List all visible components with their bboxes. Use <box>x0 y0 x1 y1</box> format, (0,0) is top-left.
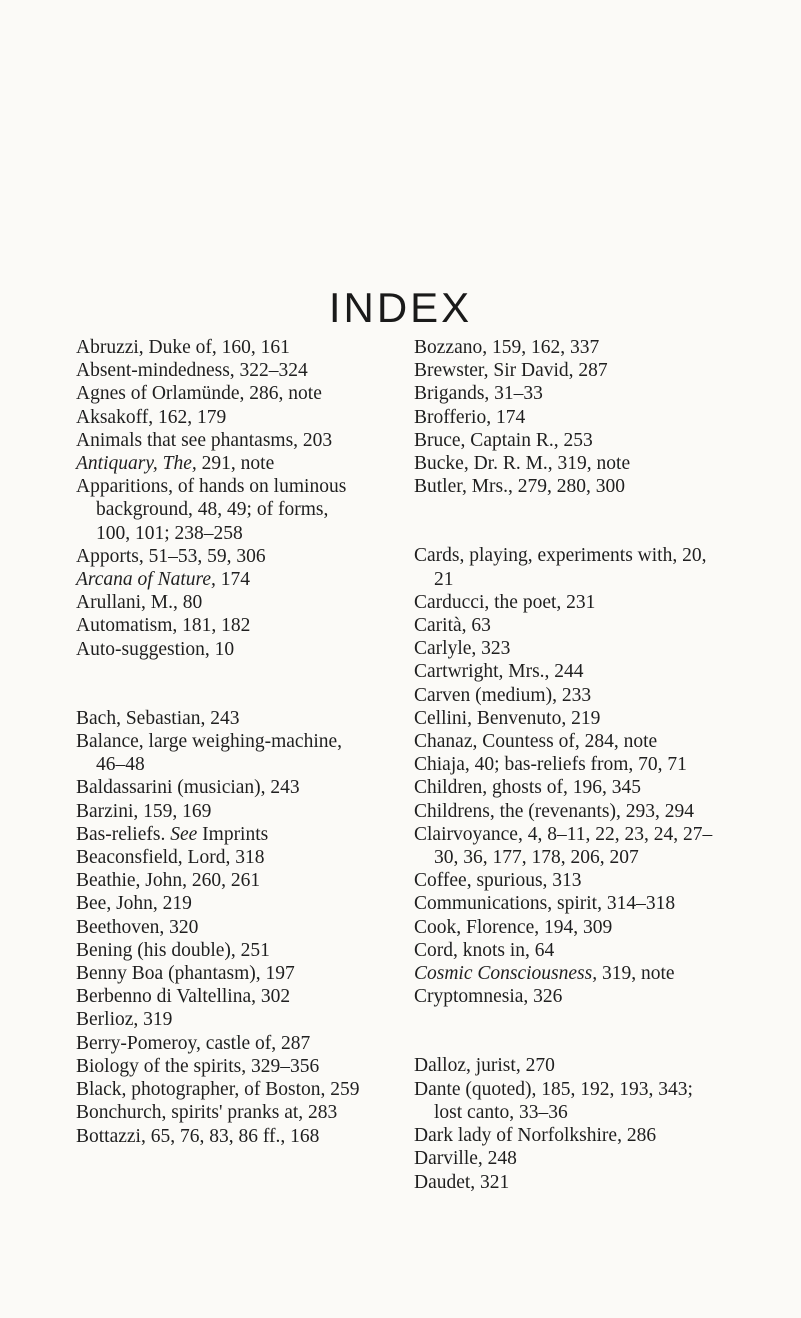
index-entry-title: Cosmic Consciousness, <box>414 963 598 985</box>
index-entry: Automatism, 181, 182 <box>76 615 251 637</box>
index-entry: Beaconsfield, Lord, 318 <box>76 847 265 869</box>
index-entry: Dalloz, jurist, 270 <box>414 1055 555 1077</box>
index-column-left <box>76 336 366 1148</box>
letter-group-gap <box>414 498 714 544</box>
index-entry <box>76 568 366 591</box>
index-entry: Children, ghosts of, 196, 345 <box>414 777 641 799</box>
index-entry <box>76 452 366 475</box>
index-entry: Bee, John, 219 <box>76 893 192 915</box>
index-column-right <box>414 336 714 1194</box>
index-entry: Carità, 63 <box>414 615 491 637</box>
index-entry: Communications, spirit, 314–318 <box>414 893 676 915</box>
index-entry-title: Arcana of Nature, <box>76 569 216 591</box>
index-entry: Arullani, M., 80 <box>76 592 203 614</box>
index-entry-title: Antiquary, The, <box>76 453 197 475</box>
index-entry: Black, photographer, of Boston, 259 <box>76 1079 360 1101</box>
index-entry: Chiaja, 40; bas-reliefs from, 70, 71 <box>414 754 687 776</box>
index-entry: Benny Boa (phantasm), 197 <box>76 963 295 985</box>
index-entry: Absent-mindedness, 322–324 <box>76 360 308 382</box>
index-entry: Cartwright, Mrs., 244 <box>414 661 584 683</box>
index-entry: Agnes of Orlamünde, 286, note <box>76 383 322 405</box>
index-entry: Aksakoff, 162, 179 <box>76 406 227 428</box>
index-entry: Coffee, spurious, 313 <box>414 870 582 892</box>
index-entry: Barzini, 159, 169 <box>76 800 212 822</box>
index-entry-pages: 174 <box>215 569 251 591</box>
index-entry: Brewster, Sir David, 287 <box>414 360 608 382</box>
index-entry: Bruce, Captain R., 253 <box>414 429 593 451</box>
index-entry: Bozzano, 159, 162, 337 <box>414 337 600 358</box>
index-entry: Carducci, the poet, 231 <box>414 591 596 613</box>
letter-group-gap <box>76 661 366 707</box>
index-entry: Berry-Pomeroy, castle of, 287 <box>76 1032 311 1054</box>
index-entry: Bas-reliefs. See Imprints <box>76 823 269 845</box>
index-entry: Childrens, the (revenants), 293, 294 <box>414 800 694 822</box>
index-entry: Animals that see phantasms, 203 <box>76 429 333 451</box>
index-entry: Berbenno di Valtellina, 302 <box>76 986 291 1008</box>
index-entry: Beathie, John, 260, 261 <box>76 870 261 892</box>
index-entry: Apports, 51–53, 59, 306 <box>76 545 266 567</box>
index-entry: Dante (quoted), 185, 192, 193, 343; lost canto, 33–36 <box>414 1078 693 1123</box>
index-entry: Berlioz, 319 <box>76 1009 173 1031</box>
index-entry: Cord, knots in, 64 <box>414 939 555 961</box>
index-entry: Carven (medium), 233 <box>414 684 592 706</box>
index-entry: Cryptomnesia, 326 <box>414 986 563 1008</box>
index-entry: Bonchurch, spirits' pranks at, 283 <box>76 1102 338 1124</box>
index-entry: Daudet, 321 <box>414 1171 510 1193</box>
index-entry: Brigands, 31–33 <box>414 383 543 405</box>
index-entry: Bottazzi, 65, 76, 83, 86 ff., 168 <box>76 1125 320 1147</box>
index-entry: Baldassarini (musician), 243 <box>76 777 300 799</box>
index-entry: Darville, 248 <box>414 1148 517 1170</box>
letter-group-gap <box>414 1008 714 1054</box>
index-entry: Beethoven, 320 <box>76 916 199 938</box>
index-entry: Biology of the spirits, 329–356 <box>76 1055 320 1077</box>
index-entry: Brofferio, 174 <box>414 406 526 428</box>
index-entry: Cook, Florence, 194, 309 <box>414 916 613 938</box>
page-title: INDEX <box>328 284 473 331</box>
index-entry: Dark lady of Norfolkshire, 286 <box>414 1125 657 1147</box>
index-entry: Clairvoyance, 4, 8–11, 22, 23, 24, 27–30, 36, 177, 178, 206, 207 <box>414 823 713 869</box>
index-entry <box>414 962 714 985</box>
index-entry: Bening (his double), 251 <box>76 939 270 961</box>
index-entry: Bucke, Dr. R. M., 319, note <box>414 453 631 475</box>
index-entry: Balance, large weighing-machine, 46–48 <box>76 731 343 776</box>
index-entry: Apparitions, of hands on luminous background, 48, 49; of forms, 100, 101; 238–258 <box>76 476 347 544</box>
index-entry: Cellini, Benvenuto, 219 <box>414 707 601 729</box>
index-entry-pages: 319, note <box>597 963 675 985</box>
index-entry: Butler, Mrs., 279, 280, 300 <box>414 476 626 498</box>
index-entry: Bach, Sebastian, 243 <box>76 707 240 729</box>
index-entry: Auto-suggestion, 10 <box>76 638 235 660</box>
index-entry: Abruzzi, Duke of, 160, 161 <box>76 337 290 358</box>
index-entry: Cards, playing, experiments with, 20, 21 <box>414 545 707 590</box>
index-entry: Chanaz, Countess of, 284, note <box>414 731 658 753</box>
index-entry: Carlyle, 323 <box>414 638 511 660</box>
index-entry-pages: 291, note <box>196 453 275 475</box>
